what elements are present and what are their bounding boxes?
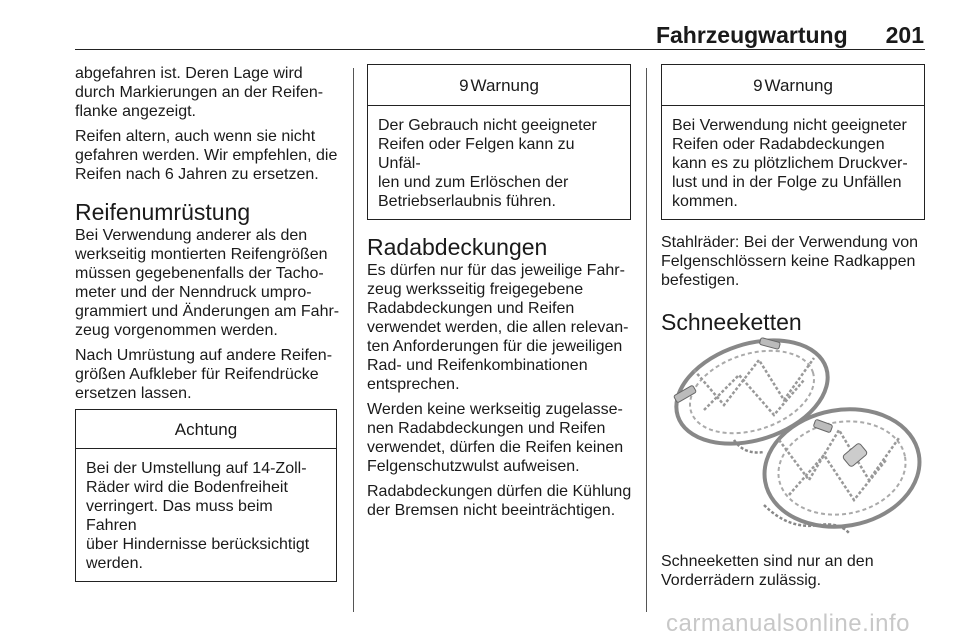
- page-header: [656, 22, 924, 49]
- chain-right: [755, 397, 926, 538]
- paragraph: Bei Verwendung anderer als den werkseitig montierten Reifengrößen müssen gegebenenfalls der Tacho- meter und der Nenndruck umpro- grammiert und Änderungen am Fahr- zeug vorgenommen werden.: [75, 227, 340, 339]
- header-rule: [75, 49, 925, 50]
- warning-text: Bei Verwendung nicht geeigneter Reifen oder Radabdeckungen kann es zu plötzlichem Druckver- lust und in der Folge zu Unfällen kommen.: [672, 117, 908, 210]
- page-number: 201: [885, 22, 924, 48]
- paragraph: Reifen altern, auch wenn sie nicht gefahren werden. Wir empfehlen, die Reifen nach 6 Jahren zu ersetzen.: [75, 128, 338, 183]
- chain-left: [664, 330, 841, 462]
- snow-chain-illustration: [664, 330, 926, 542]
- watermark: carmanualsonline.info: [666, 610, 910, 637]
- warning-header: [662, 65, 924, 106]
- paragraph: Werden keine werkseitig zugelasse- nen Radabdeckungen und Reifen verwendet, dürfen die Reifen keinen Felgenschutzwulst aufweisen.: [367, 401, 624, 475]
- column-3: [661, 64, 931, 336]
- warning-box: [367, 64, 631, 220]
- warning-title: Warnung: [764, 76, 833, 95]
- section-heading-reifenumruestung: Reifenumrüstung: [75, 199, 251, 225]
- paragraph: Es dürfen nur für das jeweilige Fahr- zeug werksseitig freigegebene Radabdeckungen und Reifen verwendet werden, die allen relevan- ten Anforderungen für die jeweiligen Rad- und Reifenkombinationen entsprechen.: [367, 262, 629, 393]
- header-title: Fahrzeugwartung: [655, 22, 848, 48]
- paragraph: abgefahren ist. Deren Lage wird durch Markierungen an der Reifen- flanke angezeigt.: [75, 65, 324, 120]
- caution-title: Achtung: [76, 410, 336, 449]
- section-heading-schneeketten: Schneeketten: [661, 309, 802, 335]
- column-2: [367, 64, 635, 526]
- warning-header: [368, 65, 630, 106]
- caution-text: Bei der Umstellung auf 14-Zoll- Räder wird die Bodenfreiheit verringert. Das muss beim Fahren über Hindernisse berücksichtigt werden.: [86, 460, 310, 572]
- section-heading-radabdeckungen: Radabdeckungen: [367, 234, 548, 260]
- paragraph: Schneeketten sind nur an den Vorderrädern zulässig.: [661, 553, 874, 589]
- column-3-bottom: [661, 552, 931, 590]
- warning-title: Warnung: [470, 76, 539, 95]
- warning-icon: 9: [753, 76, 763, 95]
- warning-text: Der Gebrauch nicht geeigneter Reifen oder Felgen kann zu Unfäl- len und zum Erlöschen der Betriebserlaubnis führen.: [378, 117, 597, 210]
- paragraph: Nach Umrüstung auf andere Reifen- größen Aufkleber für Reifendrücke ersetzen lassen.: [75, 347, 333, 402]
- caution-box: [75, 409, 337, 582]
- warning-box: [661, 64, 925, 220]
- paragraph: Stahlräder: Bei der Verwendung von Felgenschlössern keine Radkappen befestigen.: [661, 234, 919, 289]
- column-divider-2: [646, 68, 647, 612]
- column-divider-1: [353, 68, 354, 612]
- warning-icon: 9: [459, 76, 469, 95]
- paragraph: Radabdeckungen dürfen die Kühlung der Bremsen nicht beeinträchtigen.: [367, 483, 632, 519]
- column-1: [75, 64, 343, 582]
